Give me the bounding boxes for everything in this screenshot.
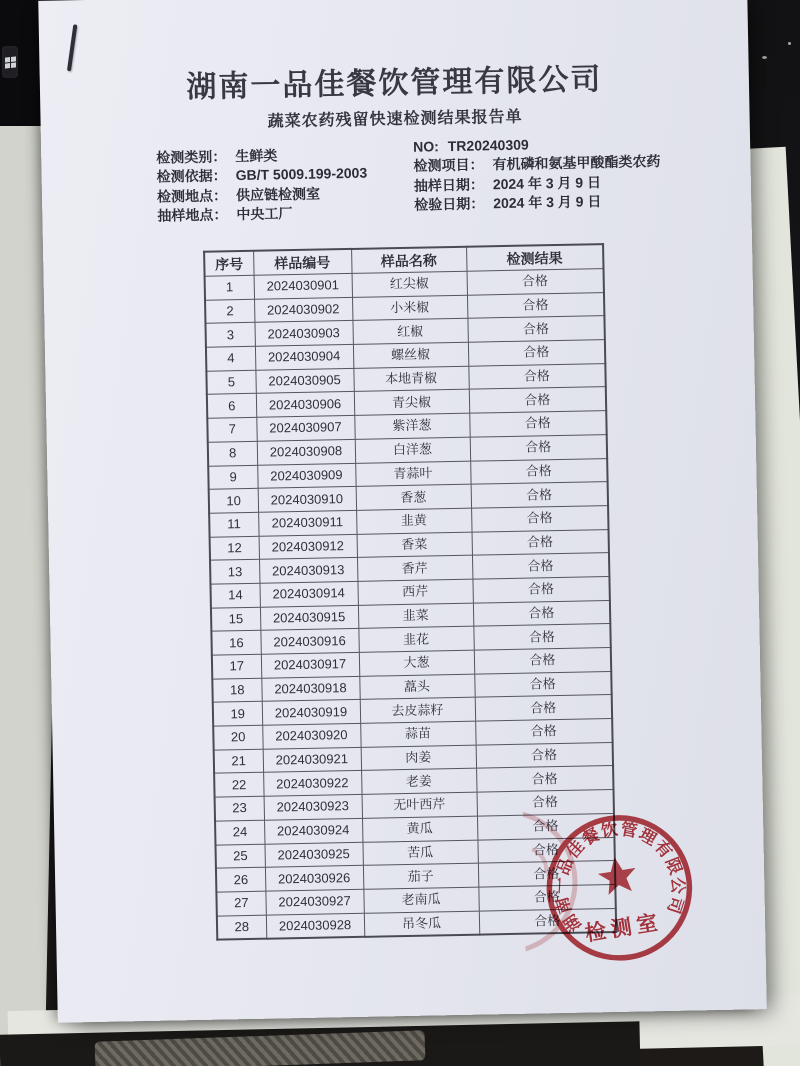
report-sheet [38, 0, 766, 1023]
stamp-star-icon [596, 854, 639, 896]
row-index: 3 [205, 323, 254, 348]
sample-code: 2024030906 [256, 392, 354, 418]
row-index: 24 [215, 820, 264, 845]
row-index: 5 [206, 370, 255, 395]
column-header: 样品名称 [351, 247, 466, 274]
sample-code: 2024030905 [255, 368, 353, 394]
sample-code: 2024030928 [266, 913, 364, 939]
info-label: 抽样日期： [413, 176, 485, 194]
test-result: 合格 [476, 742, 613, 768]
row-index: 1 [205, 275, 254, 300]
stamp-center-text: 检测室 [583, 910, 665, 946]
info-value: 供应链检测室 [235, 185, 321, 203]
info-value: TR20240309 [447, 136, 529, 155]
test-result: 合格 [474, 648, 611, 674]
sample-code: 2024030911 [258, 510, 356, 536]
sample-code: 2024030908 [257, 439, 355, 465]
sample-name: 肉姜 [361, 745, 476, 771]
row-index: 8 [208, 441, 257, 466]
sample-name: 韭黄 [356, 508, 471, 534]
sample-code: 2024030923 [264, 794, 362, 820]
row-index: 11 [209, 512, 258, 537]
test-result: 合格 [468, 363, 605, 389]
info-value: 有机磷和氨基甲酸酯类农药 [492, 153, 661, 173]
sample-name: 螺丝椒 [353, 342, 468, 368]
sample-name: 西芹 [357, 579, 472, 605]
test-result: 合格 [479, 908, 616, 935]
row-index: 14 [210, 583, 259, 608]
row-index: 26 [216, 867, 265, 892]
row-index: 19 [213, 702, 262, 727]
row-index: 23 [215, 796, 264, 821]
info-label: 抽样地点： [157, 206, 228, 224]
test-result: 合格 [467, 292, 604, 318]
row-index: 7 [207, 417, 256, 442]
test-result: 合格 [472, 576, 609, 602]
sample-code: 2024030912 [259, 534, 357, 560]
row-index: 2 [205, 299, 254, 324]
row-index: 9 [208, 465, 257, 490]
test-result: 合格 [467, 316, 604, 342]
row-index: 13 [210, 560, 259, 585]
test-result: 合格 [475, 719, 612, 745]
sample-name: 本地青椒 [353, 366, 468, 392]
test-result: 合格 [473, 624, 610, 650]
sample-name: 无叶西芹 [362, 792, 477, 818]
sample-code: 2024030917 [261, 652, 359, 678]
company-name: 湖南一品佳餐饮管理有限公司 [186, 63, 603, 105]
sample-name: 香芹 [357, 555, 472, 581]
test-result: 合格 [478, 861, 615, 887]
sample-code: 2024030919 [262, 700, 360, 726]
sample-code: 2024030926 [265, 866, 363, 892]
sample-name: 青尖椒 [354, 390, 469, 416]
test-result: 合格 [469, 411, 606, 437]
sample-name: 红椒 [352, 319, 467, 345]
column-header: 样品编号 [253, 249, 351, 275]
sample-name: 苦瓜 [362, 840, 477, 866]
sample-name: 老南瓜 [363, 887, 478, 913]
sample-name: 大葱 [359, 650, 474, 676]
sample-name: 吊冬瓜 [364, 911, 479, 937]
info-value: GB/T 5009.199-2003 [235, 165, 368, 184]
row-index: 4 [206, 346, 255, 371]
sample-code: 2024030916 [260, 629, 358, 655]
sample-code: 2024030914 [259, 581, 357, 607]
sample-name: 青蒜叶 [355, 461, 470, 487]
test-result: 合格 [472, 529, 609, 555]
column-header: 序号 [204, 251, 253, 276]
test-result: 合格 [477, 813, 614, 839]
sample-code: 2024030927 [265, 889, 363, 915]
info-value: 生鲜类 [235, 147, 278, 165]
info-value: 中央工厂 [236, 205, 293, 223]
test-result: 合格 [478, 884, 615, 910]
info-label: 检测依据： [156, 167, 227, 186]
row-index: 25 [215, 844, 264, 869]
sample-code: 2024030925 [264, 842, 362, 868]
sample-code: 2024030920 [262, 723, 360, 749]
info-label: NO: [412, 138, 439, 155]
row-index: 20 [213, 725, 262, 750]
sample-name: 香菜 [357, 532, 472, 558]
sample-code: 2024030902 [254, 297, 352, 323]
info-column-right [413, 133, 661, 215]
sample-name: 紫洋葱 [354, 413, 469, 439]
sample-code: 2024030924 [264, 818, 362, 844]
dust-speck [762, 56, 767, 59]
test-result: 合格 [470, 434, 607, 460]
info-field [156, 164, 367, 187]
sample-name: 黄瓜 [362, 816, 477, 842]
info-label: 检测类别： [156, 148, 227, 166]
info-field [157, 203, 368, 226]
row-index: 22 [214, 773, 263, 798]
sample-code: 2024030915 [260, 605, 358, 631]
test-result: 合格 [472, 553, 609, 579]
sample-code: 2024030913 [259, 558, 357, 584]
test-result: 合格 [475, 695, 612, 721]
test-result: 合格 [477, 790, 614, 816]
report-title: 蔬菜农药残留快速检测结果报告单 [267, 108, 523, 131]
info-label: 检测地点： [156, 187, 228, 205]
test-result: 合格 [470, 458, 607, 484]
test-result: 合格 [467, 269, 604, 295]
stamp-ring-text: 湖南一品佳餐饮管理有限公司 [552, 820, 687, 935]
sample-code: 2024030910 [258, 487, 356, 513]
test-result: 合格 [471, 505, 608, 531]
sample-name: 白洋葱 [355, 437, 470, 463]
info-field [414, 191, 661, 215]
sample-code: 2024030922 [263, 771, 361, 797]
sample-code: 2024030904 [255, 344, 353, 370]
sample-code: 2024030907 [256, 416, 354, 442]
test-result: 合格 [469, 387, 606, 413]
info-label: 检测项目： [413, 156, 484, 175]
row-index: 21 [214, 749, 263, 774]
sample-name: 藠头 [359, 674, 474, 700]
sample-code: 2024030901 [254, 273, 352, 299]
row-index: 12 [210, 536, 259, 561]
column-header: 检测结果 [466, 244, 603, 271]
test-result: 合格 [476, 766, 613, 792]
sample-code: 2024030921 [263, 747, 361, 773]
sample-code: 2024030909 [257, 463, 355, 489]
sample-code: 2024030918 [261, 676, 359, 702]
info-column-left [156, 145, 368, 227]
row-index: 27 [216, 891, 265, 916]
row-index: 10 [209, 488, 258, 513]
test-result: 合格 [471, 482, 608, 508]
sample-name: 去皮蒜籽 [360, 698, 475, 724]
dust-speck [788, 42, 791, 45]
row-index: 16 [211, 631, 260, 656]
info-value: 2024 年 3 月 9 日 [493, 193, 602, 212]
row-index: 15 [211, 607, 260, 632]
test-result: 合格 [477, 837, 614, 863]
sample-name: 老姜 [361, 769, 476, 795]
test-result: 合格 [473, 600, 610, 626]
row-index: 18 [212, 678, 261, 703]
windows-key [2, 46, 18, 78]
sample-name: 红尖椒 [352, 271, 467, 297]
row-index: 6 [207, 394, 256, 419]
sample-name: 韭菜 [358, 603, 473, 629]
info-value: 2024 年 3 月 9 日 [492, 173, 602, 192]
sample-name: 茄子 [363, 863, 478, 889]
sample-code: 2024030903 [254, 321, 352, 347]
inspection-stamp [523, 791, 717, 985]
windows-logo-icon [5, 56, 16, 68]
info-label: 检验日期： [414, 195, 485, 213]
sample-name: 蒜苗 [360, 721, 475, 747]
test-result: 合格 [468, 340, 605, 366]
sample-name: 香葱 [356, 484, 471, 510]
sample-name: 韭花 [358, 626, 473, 652]
row-index: 28 [217, 915, 266, 940]
test-result: 合格 [474, 671, 611, 697]
sample-name: 小米椒 [352, 295, 467, 321]
row-index: 17 [212, 654, 261, 679]
